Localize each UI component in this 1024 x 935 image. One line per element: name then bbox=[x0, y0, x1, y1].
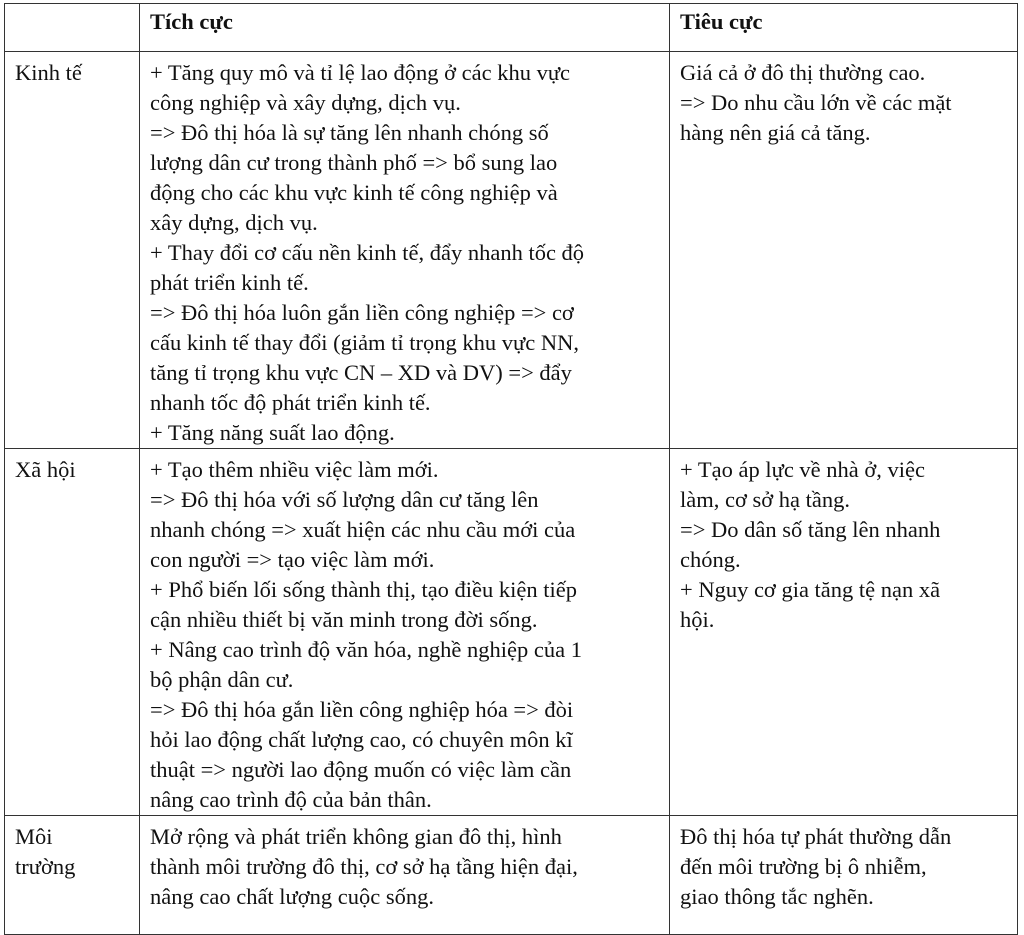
row-label-cell bbox=[5, 52, 140, 449]
cell-line: tăng tỉ trọng khu vực CN – XD và DV) => đẩy bbox=[150, 360, 572, 385]
row-label: Xã hội bbox=[15, 457, 76, 482]
row-label-cell bbox=[5, 449, 140, 816]
cell-line: thành môi trường đô thị, cơ sở hạ tầng hiện đại, bbox=[150, 854, 578, 879]
table-row bbox=[5, 449, 1018, 816]
cell-line: hàng nên giá cả tăng. bbox=[680, 120, 871, 145]
cell-line: xây dựng, dịch vụ. bbox=[150, 210, 318, 235]
cell-line: công nghiệp và xây dựng, dịch vụ. bbox=[150, 90, 461, 115]
cell-line: + Thay đổi cơ cấu nền kinh tế, đẩy nhanh tốc độ bbox=[150, 240, 585, 265]
cell-line: lượng dân cư trong thành phố => bổ sung lao bbox=[150, 150, 558, 175]
table-row bbox=[5, 816, 1018, 935]
row-label: Kinh tế bbox=[15, 60, 82, 85]
cell-line: cấu kinh tế thay đổi (giảm tỉ trọng khu vực NN, bbox=[150, 330, 579, 355]
cell-line: + Nguy cơ gia tăng tệ nạn xã bbox=[680, 577, 941, 602]
cell-line: => Do nhu cầu lớn về các mặt bbox=[680, 90, 952, 115]
negative-cell bbox=[670, 816, 1018, 935]
cell-line: + Tạo áp lực về nhà ở, việc bbox=[680, 457, 926, 482]
cell-line: nhanh tốc độ phát triển kinh tế. bbox=[150, 390, 431, 415]
cell-line: làm, cơ sở hạ tầng. bbox=[680, 487, 851, 512]
positive-cell bbox=[140, 52, 670, 449]
cell-line: Đô thị hóa tự phát thường dẫn bbox=[680, 824, 952, 849]
negative-cell bbox=[670, 449, 1018, 816]
cell-line: + Phổ biến lối sống thành thị, tạo điều kiện tiếp bbox=[150, 577, 578, 602]
cell-line: => Do dân số tăng lên nhanh bbox=[680, 517, 941, 542]
cell-line: giao thông tắc nghẽn. bbox=[680, 884, 874, 909]
row-label: Môi bbox=[15, 824, 53, 849]
positive-cell bbox=[140, 449, 670, 816]
table-row bbox=[5, 52, 1018, 449]
cell-line: nâng cao chất lượng cuộc sống. bbox=[150, 884, 435, 909]
cell-line: cận nhiều thiết bị văn minh trong đời sống. bbox=[150, 607, 538, 632]
cell-line: thuật => người lao động muốn có việc làm cần bbox=[150, 757, 572, 782]
cell-line: động cho các khu vực kinh tế công nghiệp và bbox=[150, 180, 558, 205]
comparison-table bbox=[4, 3, 1018, 935]
cell-line: Mở rộng và phát triển không gian đô thị, hình bbox=[150, 824, 562, 849]
cell-line: => Đô thị hóa là sự tăng lên nhanh chóng số bbox=[150, 120, 549, 145]
cell-line: + Nâng cao trình độ văn hóa, nghề nghiệp của 1 bbox=[150, 637, 582, 662]
cell-line: nhanh chóng => xuất hiện các nhu cầu mới của bbox=[150, 517, 576, 542]
header-row bbox=[5, 4, 1018, 52]
cell-line: con người => tạo việc làm mới. bbox=[150, 547, 435, 572]
positive-cell bbox=[140, 816, 670, 935]
cell-line: + Tăng năng suất lao động. bbox=[150, 420, 395, 445]
cell-line: => Đô thị hóa luôn gắn liền công nghiệp => cơ bbox=[150, 300, 574, 325]
cell-line: hỏi lao động chất lượng cao, có chuyên môn kĩ bbox=[150, 727, 573, 752]
cell-line: bộ phận dân cư. bbox=[150, 667, 294, 692]
cell-line: => Đô thị hóa với số lượng dân cư tăng lên bbox=[150, 487, 539, 512]
row-label-cell bbox=[5, 816, 140, 935]
cell-line: + Tạo thêm nhiều việc làm mới. bbox=[150, 457, 439, 482]
cell-line: đến môi trường bị ô nhiễm, bbox=[680, 854, 927, 879]
cell-line: phát triển kinh tế. bbox=[150, 270, 309, 295]
negative-cell bbox=[670, 52, 1018, 449]
header-negative: Tiêu cực bbox=[670, 4, 1018, 52]
row-label: trường bbox=[15, 854, 76, 879]
header-positive: Tích cực bbox=[140, 4, 670, 52]
cell-line: => Đô thị hóa gắn liền công nghiệp hóa => đòi bbox=[150, 697, 574, 722]
cell-line: Giá cả ở đô thị thường cao. bbox=[680, 60, 926, 85]
cell-line: hội. bbox=[680, 607, 715, 632]
cell-line: nâng cao trình độ của bản thân. bbox=[150, 787, 432, 812]
header-empty-cell bbox=[5, 4, 140, 52]
cell-line: chóng. bbox=[680, 547, 741, 572]
cell-line: + Tăng quy mô và tỉ lệ lao động ở các khu vực bbox=[150, 60, 571, 85]
